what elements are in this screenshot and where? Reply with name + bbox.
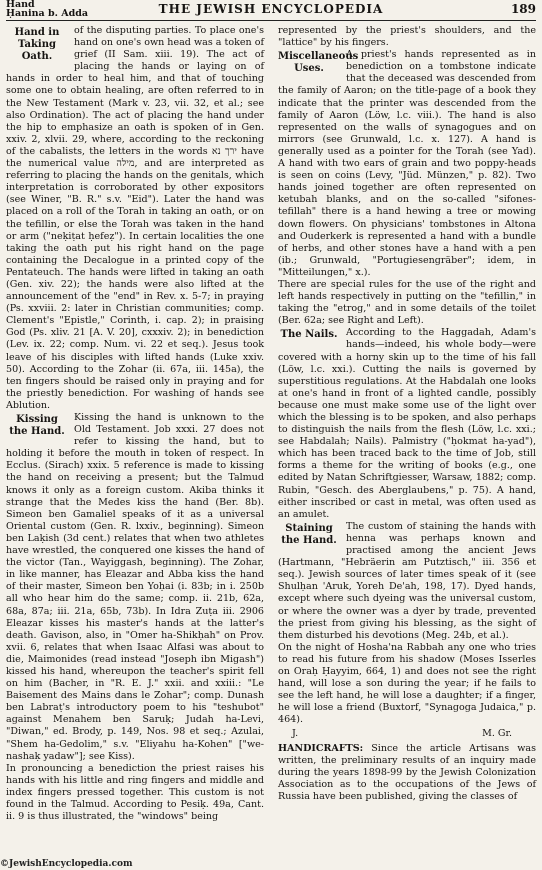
copyright-footer[interactable]: ©JewishEncyclopedia.com — [0, 859, 133, 869]
left-paragraph-1-text: of the disputing parties. To place one's hand on one's own head was a token of grief (II Sam. xiii. 19). The act of placing the hands or laying on of hands in order to heal him, and that of touching some one to obtain healing, are often referred to in the New Testament (Mark v. 23, vii. 32, et al.; see also Ordination). The act of placing the hand under the hip to emphasize an oath is spoken of in Gen. xxiv. 2, xlvii. 29, where, according to the reckoning of the cabalists, the letters in the words ירך נא have the numerical value מילה, and are interpreted as referring to placing the hands on the genitals, which interpretation is corroborated by other expositors (see Winer, "B. R." s.v. "Eid"). Later the hand was placed on a roll of the Torah in taking an oath, or on the tefillin, or else the Torah was taken in the hand or arm ("neḳiṭat ḥefeẓ"). In certain localities the one taking the oath put his right hand on the page containing the Decalogue in a printed copy of the Pentateuch. The hands were lifted in taking an oath (Gen. xiv. 22); the hands were also lifted at the announcement of the "end" in Rev. x. 5-7; in praying (Ps. xxviii. 2: later in Christian communities; comp. Clement's "Epistle," Corinth, i. cap. 2); in praising God (Ps. xliv. 21 [A. V. 20], cxxxiv. 2); in benediction (Lev. ix. 22; comp. Num. vi. 22 et seq.). Jesus took leave of his disciples with lifted hands (Luke xxiv. 50). According to the Zohar (ii. 67a, iii. 145a), the ten fingers should be raised only in praying and for the priestly benediction. For washing of hands see Ablution. — [6, 25, 265, 411]
signature-left: J. — [292, 728, 299, 740]
sidehead-staining-the-hand: Staining the Hand. — [281, 522, 337, 546]
signature-right: M. Gr. — [482, 728, 512, 740]
sidehead-kissing-the-hand: Kissing the Hand. — [9, 414, 65, 437]
right-paragraph-5 — [278, 521, 536, 642]
sidehead-the-nails: The Nails. — [280, 329, 338, 341]
header-left-line1: Hand — [6, 0, 35, 10]
sidehead-hand-in-taking-oath: Hand in Taking Oath. — [14, 27, 60, 62]
right-paragraph-4 — [278, 327, 536, 521]
handicrafts-headword: HANDICRAFTS: — [278, 742, 364, 754]
right-paragraph-2-text: A priest's hands represented as in benediction on a tombstone indicate that the deceased was descended from the family of Aaron; on the title-page of a book they indicate that the printer was descended from the family of Aaron (Löw, l.c. viii.). The hand is also represented on the walls of synagogues and on mirrors (see Grunwald, l.c. x. 127). A hand is generally used as a pointer for the Torah (see Yad). A hand with two ears of grain and two poppy-heads is seen on coins (Levy, "Jüd. Münzen," p. 82). Two hands joined together are often represented on ketubah blanks, and on the so-called "sifones-tefillah" there is a hand hewing a tree or mowing down flowers. On physicians' tombstones in Altona and Ouderkerk is represented a hand with a bundle of herbs, and other stones have a hand with a pen (ib.; Grunwald, "Portugiesengräber"; idem, in "Mitteilungen," x.). — [278, 49, 536, 278]
header-rule — [6, 20, 536, 21]
right-paragraph-3: There are special rules for the use of the right and left hands respectively in putting on the "tefillin," in taking the "etrog," and in some details of the toilet (Ber. 62a; see Right and Left). — [278, 278, 536, 327]
left-paragraph-1 — [6, 25, 264, 412]
right-column — [278, 25, 536, 803]
right-paragraph-6: On the night of Hosha'na Rabbah any one who tries to read his future from his shadow (Moses Isserles on Oraḥ Ḥayyim, 664, 1) and does not see the right hand, will lose a son during the year; if he fails to see the left hand, he will lose a daughter; if a finger, he will lose a friend (Buxtorf, "Synagoga Judaica," p. 464). — [278, 641, 536, 726]
page-header — [6, 0, 536, 20]
right-paragraph-5-text: The custom of staining the hands with henna was perhaps known and practised among the ancient Jews (Hartmann, "Hebräerin am Putztisch," iii. 356 et seq.). Jewish sources of later times speak of it (see Shulḥan 'Aruk, Yoreh De'ah, 198, 17). Dyed hands, except where such dyeing was the universal custom, or where the owner was a dyer by trade, prevented the priest from giving his blessing, as the sight of them disturbed his devotions (Meg. 24b, et al.). — [278, 520, 536, 641]
header-title: THE JEWISH ENCYCLOPEDIA — [158, 2, 384, 16]
left-column — [6, 25, 264, 823]
left-paragraph-3: In pronouncing a benediction the priest raises his hands with his little and ring fingers and middle and index fingers pressed together. This custom is not found in the Talmud. According to Pesiḳ. 49a, Cant. ii. 9 is thus illustrated, the "windows" being — [6, 762, 264, 823]
header-left-line2: Ḥanina b. Adda — [6, 8, 89, 19]
right-paragraph-2 — [278, 49, 536, 279]
left-paragraph-2 — [6, 412, 264, 763]
right-paragraph-1: represented by the priest's shoulders, and the "lattice" by his fingers. — [278, 25, 536, 49]
right-paragraph-4-text: According to the Haggadah, Adam's hands—indeed, his whole body—were covered with a horny skin up to the time of his fall (Löw, l.c. xxi.). Cutting the nails is governed by superstitious regulations. At the Habdalah one looks at one's hand in front of a lighted candle, possibly because one must make some use of the light over which the blessing is to be spoken, and also perhaps to distinguish the nails from the flesh (Löw, l.c. xxi.; see Habdalah; Nails). Palmistry ("ḥokmat ha-yad"), which has been traced back to the time of Job, still forms a theme for the writing of books (e.g., one edited by Natan Schriftgiesser, Warsaw, 1882; comp. Rubin, "Gesch. des Aberglaubens," p. 75). A hand, either inscribed or cast in metal, was often used as an amulet. — [278, 327, 536, 520]
right-paragraph-7-text: Since the article Artisans was written, the preliminary results of an inquiry made during the years 1898-99 by the Jewish Colonization Association as to the occupations of the Jews of Russia have been published, giving the classes of — [278, 742, 536, 802]
left-paragraph-2-text: Kissing the hand is unknown to the Old Testament. Job xxxi. 27 does not refer to kissing the hand, but to holding it before the mouth in token of respect. In Ecclus. (Sirach) xxix. 5 reference is made to kissing the hand on receiving a present; but the Talmud knows it only as a foreign custom. Akiba thinks it strange that the Medes kiss the hand (Ber. 8b). Simeon ben Gamaliel speaks of it as a universal Oriental custom (Gen. R. lxxiv., beginning). Simeon ben Laḳish (3d cent.) relates that when two athletes have wrestled, the conquered one kisses the hand of the victor (Tan., Wayiggash, beginning). The Zohar, in like manner, has Eleazar and Abba kiss the hand of their master, Simeon ben Yoḥai (i. 83b; in i. 250b all who hear him do the same; comp. ii. 21b, 62a, 68a, 87a; iii. 21a, 65b, 73b). In Idra Zuṭa iii. 2906 Eleazar kisses his master's hands at the latter's death. Gavison, also, in "Omer ha-Shikḥah" on Prov. xvii. 6, relates that when Isaac Alfasi was about to die, Maimonides (read instead "Joseph ibn Migash") kissed his hand, whereupon the teacher's spirit fell on him (Bacher, in "R. E. J." xxii. and xxiii.: "Le Baisement des Mains dans le Zohar"; comp. Dunash ben Labraṭ's introductory poem to his "teshubot" against Menahem ben Saruḳ; Judah ha-Levi, "Diwan," ed. Brody, p. 149, Nos. 98 et seq.; Azulai, "Shem ha-Gedolim," s.v. "Eliyahu ha-Kohen" ["we-nashaḳ yadaw"]; see Kiss). — [6, 412, 264, 762]
header-page-number: 189 — [510, 2, 536, 16]
sidehead-miscellaneous-uses: Miscellaneous Uses. — [278, 51, 359, 75]
right-paragraph-7 — [278, 743, 536, 803]
signature-line — [278, 728, 536, 740]
